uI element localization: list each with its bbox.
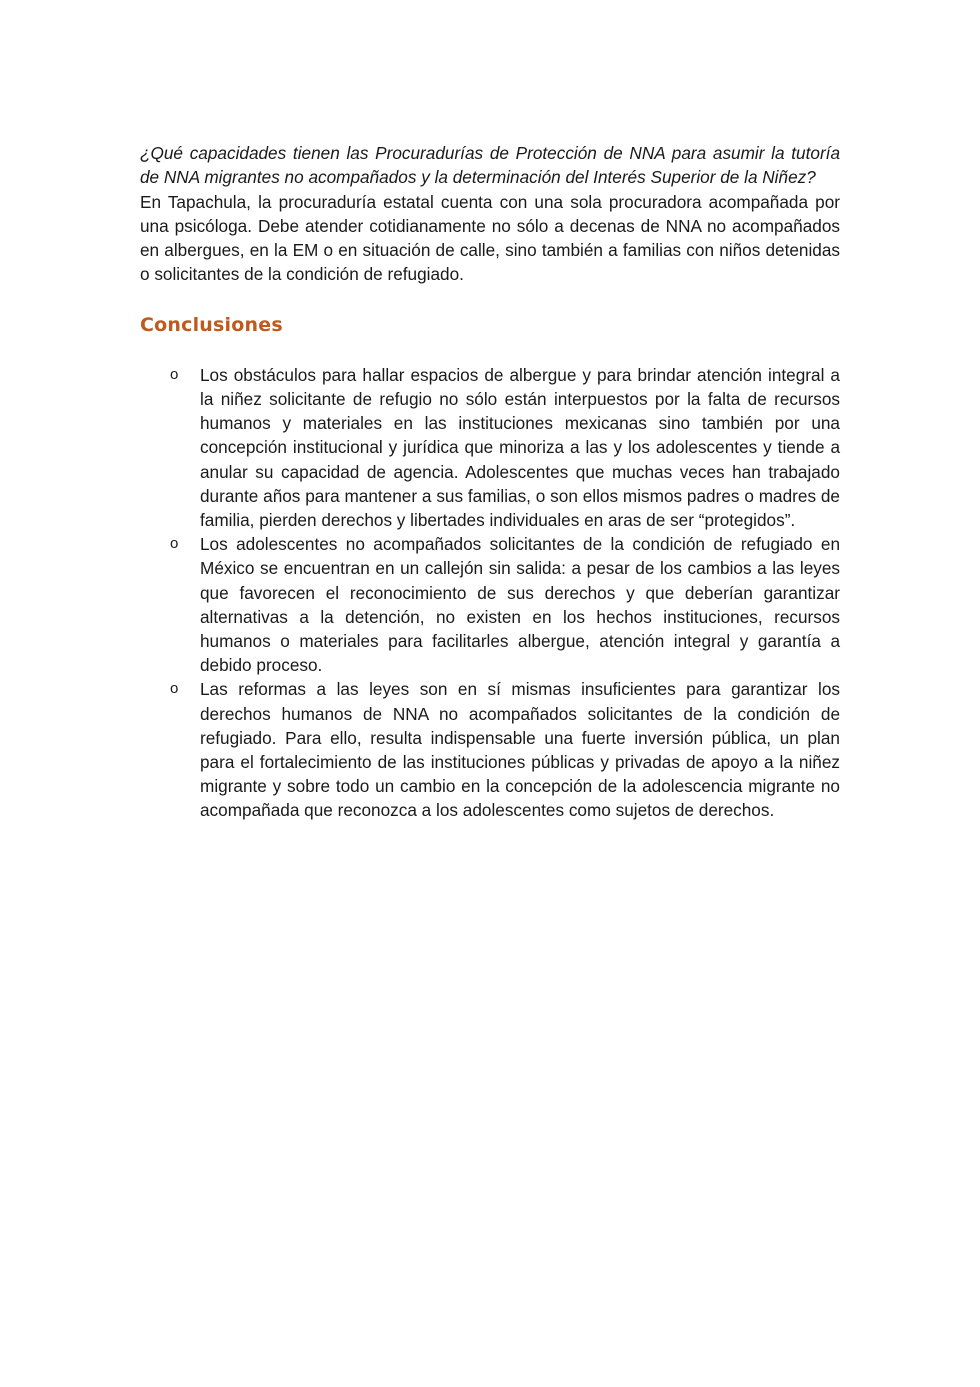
conclusion-text: Los adolescentes no acompañados solicitantes de la condición de refugiado en México se encuentran en un callejón sin salida: a pesar de los cambios a las leyes que favorecen el reconocimiento de sus derechos y que deberían garantizar alternativas a la detención, no existen en los hechos instituciones, recursos humanos o materiales para facilitarles albergue, atención integral y garantía a debido proceso. xyxy=(200,534,840,676)
list-item xyxy=(140,363,840,532)
conclusion-text: Los obstáculos para hallar espacios de albergue y para brindar atención integral a la niñez solicitante de refugio no sólo están interpuestos por la falta de recursos humanos y materiales en las instituciones mexicanas sino también por una concepción institucional y jurídica que minoriza a las y los adolescentes y tiende a anular su capacidad de agencia. Adolescentes que muchas veces han trabajado durante años para mantener a sus familias, o son ellos mismos padres o madres de familia, pierden derechos y libertades individuales en aras de ser “protegidos”. xyxy=(200,364,840,530)
answer-paragraph: En Tapachula, la procuraduría estatal cuenta con una sola procuradora acompañada por una psicóloga. Debe atender cotidianamente no sólo a decenas de NNA no acompañados en albergues, en la EM o en situación de calle, sino también a familias con niños detenidas o solicitantes de la condición de refugiado. xyxy=(140,191,840,285)
question-paragraph: ¿Qué capacidades tienen las Procuradurías de Protección de NNA para asumir la tutoría de NNA migrantes no acompañados y la determinación del Interés Superior de la Niñez? xyxy=(140,143,840,188)
conclusion-text: Las reformas a las leyes son en sí mismas insuficientes para garantizar los derechos humanos de NNA no acompañados solicitantes de la condición de refugiado. Para ello, resulta indispensable una fuerte inversión pública, un plan para el fortalecimiento de las instituciones públicas y privadas de apoyo a la niñez migrante y sobre todo un cambio en la concepción de la adolescencia migrante no acompañada que reconozca a los adolescentes como sujetos de derechos. xyxy=(200,679,840,821)
section-heading: Conclusiones xyxy=(140,313,283,336)
bullet-icon: o xyxy=(170,680,179,698)
conclusions-list xyxy=(140,363,840,823)
bullet-icon: o xyxy=(170,535,179,553)
list-item xyxy=(140,532,840,677)
document-page xyxy=(140,141,840,823)
list-item xyxy=(140,677,840,822)
bullet-icon: o xyxy=(170,365,179,383)
